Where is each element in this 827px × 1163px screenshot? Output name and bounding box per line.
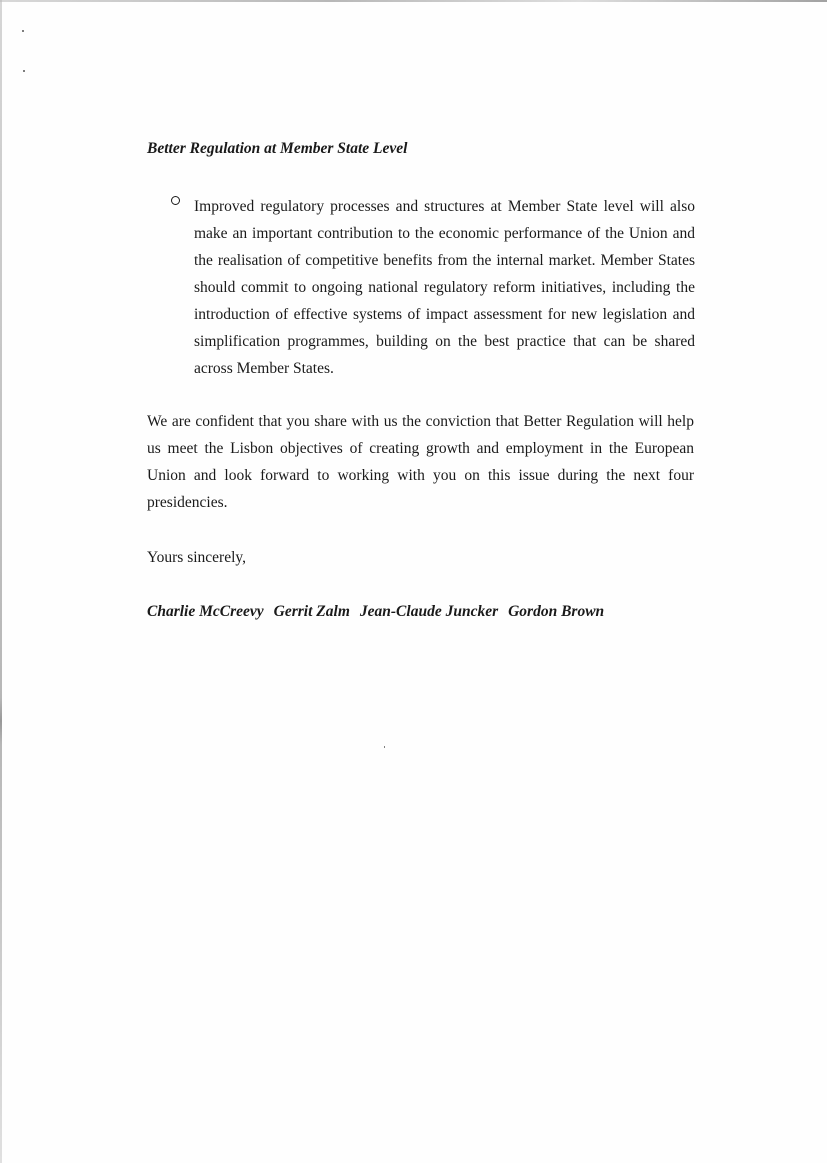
signatory-name: Gordon Brown — [508, 603, 605, 620]
hollow-circle-bullet-icon — [171, 196, 180, 205]
signatory-name: Jean-Claude Juncker — [359, 603, 499, 620]
closing-salutation: Yours sincerely, — [147, 549, 247, 566]
signatory-name: Charlie McCreevy — [147, 603, 264, 620]
scan-top-edge — [0, 0, 827, 2]
scan-speck — [384, 746, 385, 748]
bullet-item — [171, 193, 695, 382]
bullet-text: Improved regulatory processes and structures at Member State level will also make an important contribution to the economic performance of the Union and the realisation of competitive benefits from the internal market. Member States should commit to ongoing national regulatory reform initiatives, including the introduction of effective systems of impact assessment for new legislation and simplification programmes, building on the best practice that can be shared across Member States. — [194, 198, 695, 377]
scan-left-edge — [0, 0, 2, 1163]
signatory-list — [147, 598, 614, 625]
scan-speck — [23, 70, 25, 72]
section-heading: Better Regulation at Member State Level — [147, 140, 408, 157]
body-paragraph: We are confident that you share with us the conviction that Better Regulation will help us meet the Lisbon objectives of creating growth and employment in the European Union and look forward to working with you on this issue during the next four presidencies. — [147, 413, 694, 511]
scan-speck — [22, 30, 24, 32]
signatory-name: Gerrit Zalm — [273, 603, 350, 620]
